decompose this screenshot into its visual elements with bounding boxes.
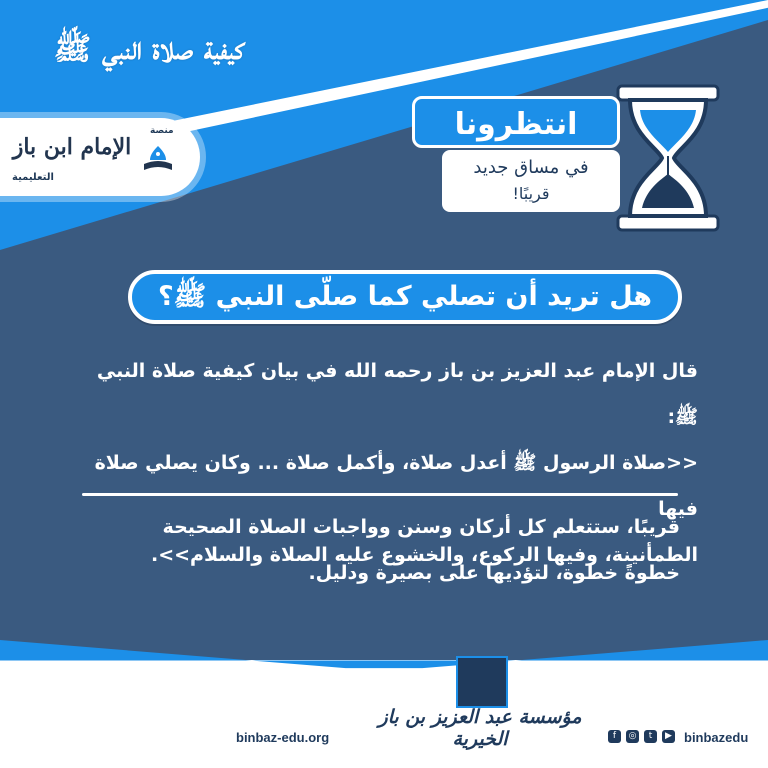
- website-link[interactable]: binbaz-edu.org: [236, 730, 330, 745]
- facebook-icon[interactable]: f: [608, 730, 621, 743]
- coming-soon-line1: في مساق جديد: [473, 157, 589, 178]
- hourglass-icon: [612, 82, 724, 234]
- platform-logo: [0, 118, 200, 196]
- divider: [82, 493, 678, 496]
- social-handle[interactable]: binbazedu: [684, 730, 749, 745]
- twitter-icon[interactable]: t: [644, 730, 657, 743]
- logo-bottom-label: التعليمية: [12, 172, 54, 183]
- instagram-icon[interactable]: ◎: [626, 730, 639, 743]
- foundation-name: مؤسسة عبد العزيز بن باز الخيرية: [378, 706, 582, 750]
- logo-main-label: الإمام ابن باز: [12, 134, 132, 160]
- quote-line-3: الطمأنينة، وفيها الركوع، والخشوع عليه الصلاة والسلام>>.: [150, 544, 698, 566]
- logo-top-label: منصة: [150, 126, 174, 136]
- coming-soon-title: انتظرونا: [412, 96, 620, 148]
- book-dome-icon: [140, 142, 176, 178]
- youtube-icon[interactable]: ▶: [662, 730, 675, 743]
- coming-soon-subtitle: [442, 150, 620, 212]
- foundation-seal-icon: [456, 656, 508, 708]
- social-icons: [608, 730, 675, 746]
- announcement-block: [70, 504, 680, 596]
- announcement-line-1: قريبًا، ستتعلم كل أركان وسنن وواجبات الصلاة الصحيحة: [162, 516, 680, 538]
- quote-line-2: <<صلاة الرسول ﷺ أعدل صلاة، وأكمل صلاة ... وكان يصلي صلاة فيها: [94, 452, 698, 520]
- announcement-line-2: خطوةً خطوة، لتؤديها على بصيرة ودليل.: [308, 562, 680, 584]
- question-banner: هل تريد أن تصلي كما صلّى النبي ﷺ؟: [128, 270, 682, 324]
- quote-line-1: قال الإمام عبد العزيز بن باز رحمه الله في بيان كيفية صلاة النبي ﷺ:: [96, 360, 698, 428]
- calligraphy-title: كيفية صلاة النبي ﷺ: [53, 31, 245, 67]
- coming-soon-line2: قريبًا!: [512, 184, 550, 203]
